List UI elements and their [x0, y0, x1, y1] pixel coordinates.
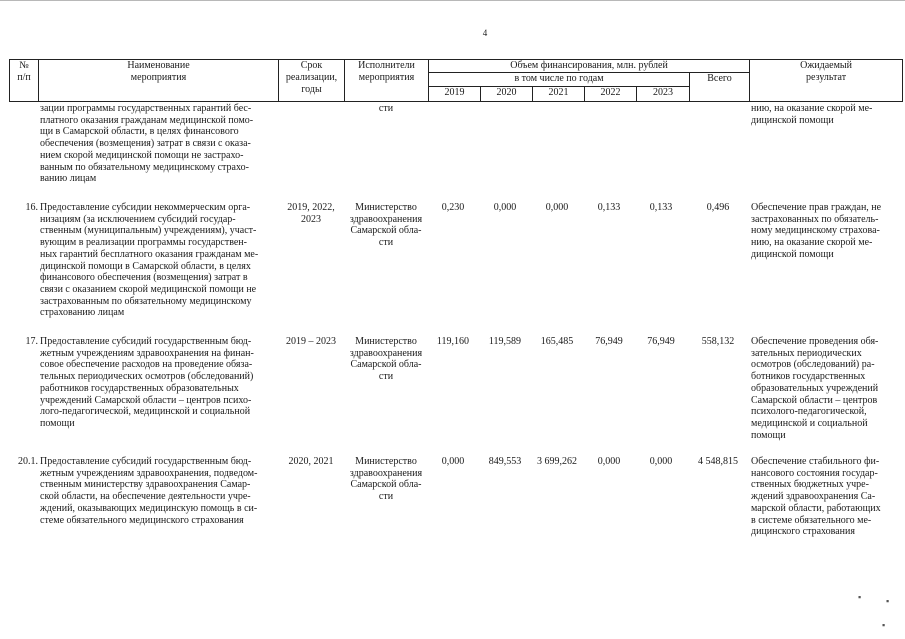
text-line: Самарской обла- [350, 479, 422, 491]
value-2021: 0,000 [545, 202, 569, 213]
result-cell [751, 103, 893, 126]
text-line: работников государственных образовательных [40, 382, 239, 394]
text-line: финансового обеспечения (возмещения) затрат в [40, 272, 248, 284]
text-line: страхованию лицам [40, 307, 125, 319]
text-line: ственным министерству здравоохранения Самар- [40, 479, 251, 491]
text-line: ждений, оказывающих медицинскую помощь в си- [40, 502, 258, 514]
value-2019: 0,230 [441, 202, 465, 213]
text-line: медицинской и социальной [751, 417, 868, 429]
header-year-2021: 2021 [533, 87, 585, 102]
header-year-2020: 2020 [481, 87, 533, 102]
text-line: нансового состояния государ- [751, 467, 878, 479]
value-2020: 0,000 [493, 202, 517, 213]
text-line: Предоставление субсидии некоммерческим орга- [40, 202, 251, 213]
text-line: дицинской помощи [751, 114, 834, 126]
value-2023: 0,133 [649, 202, 673, 213]
text-line: здравоохранения [349, 467, 423, 479]
term-cell [278, 336, 344, 348]
text-line: Обеспечение стабильного фи- [751, 456, 880, 467]
text-line: нием скорой медицинской помощи не застрахо- [40, 149, 244, 161]
text-line: Самарской обла- [350, 359, 422, 371]
header-term: Срок реализации, годы [279, 60, 345, 102]
term-cell [278, 456, 344, 468]
name-cell [40, 103, 276, 185]
text-line: ному медицинскому страхова- [751, 225, 880, 237]
text-line: совое обеспечение расходов на проведение обяза- [40, 359, 253, 371]
text-line: низациям (за исключением субсидий государ- [40, 213, 236, 225]
text-line: психолого-педагогической, [751, 406, 867, 418]
text-line: ванным по обязательному медицинскому страхо- [40, 161, 249, 173]
text-line: сти [378, 491, 394, 503]
value-2022: 76,949 [595, 336, 623, 347]
text-line: 2019, 2022, [287, 202, 335, 213]
header-year-2019: 2019 [429, 87, 481, 102]
header-executors: Исполнители мероприятия [345, 60, 429, 102]
text-line: жетным учреждениям здравоохранения, подведом- [40, 467, 258, 479]
text-line: ственных бюджетных учре- [751, 479, 869, 491]
header-year-2022: 2022 [585, 87, 637, 102]
executor-cell [344, 336, 428, 383]
value-2021: 3 699,262 [537, 456, 577, 467]
text-line: Обеспечение прав граждан, не [751, 202, 882, 213]
page-number: 4 [482, 28, 488, 38]
scan-speck: ▪ [858, 592, 862, 602]
text-line: лого-педагогической, медицинской и социальной [40, 406, 251, 418]
value-total: 0,496 [706, 202, 730, 213]
result-cell [751, 456, 893, 538]
text-line: ботников государственных [751, 371, 866, 383]
result-cell [751, 336, 893, 441]
text-line: щи в Самарской области, в целях финансового [40, 126, 239, 138]
text-line: помощи [40, 417, 75, 429]
header-year-2023: 2023 [637, 87, 690, 102]
name-cell [40, 202, 276, 319]
result-cell [751, 202, 893, 261]
value-2022: 0,000 [597, 456, 621, 467]
text-line: нию, на оказание скорой ме- [751, 103, 873, 114]
row-number: 16. [25, 202, 38, 213]
text-line: вующим в реализации программы государствен- [40, 237, 247, 249]
value-2022: 0,133 [597, 202, 621, 213]
text-line: дицинской помощи [751, 248, 834, 260]
text-line: учреждений Самарской области – центров психо- [40, 394, 252, 406]
text-line: 2019 – 2023 [286, 336, 336, 347]
text-line: ской области, на обеспечение деятельности учре- [40, 491, 251, 503]
row-number: 20.1. [18, 456, 38, 467]
scan-speck: ▪ [882, 620, 886, 630]
row-number: 17. [25, 336, 38, 347]
text-line: Министерство [355, 202, 417, 213]
value-2020: 119,589 [488, 336, 522, 347]
text-line: сти [378, 371, 394, 383]
text-line: ванию лицам [40, 173, 97, 185]
text-line: помощи [751, 429, 786, 441]
text-line: Самарской области – центров [751, 394, 878, 406]
text-line: зательных периодических [751, 347, 862, 359]
text-line: 2023 [301, 213, 321, 225]
text-line: сти [378, 103, 394, 114]
text-line: связи с оказанием скорой медицинской помощи не [40, 283, 257, 295]
header-funding: Объем финансирования, млн. рублей [429, 60, 750, 73]
text-line: платного оказания гражданам медицинской помо- [40, 114, 254, 126]
header-name: Наименование мероприятия [39, 60, 279, 102]
value-2019: 119,160 [436, 336, 470, 347]
text-line: ных гарантий бесплатного оказания гражданам ме- [40, 248, 259, 260]
text-line: марской области, работающих [751, 502, 881, 514]
value-total: 558,132 [701, 336, 735, 347]
value-2019: 0,000 [441, 456, 465, 467]
text-line: нию, на оказание скорой ме- [751, 237, 873, 249]
text-line: жетным учреждениям здравоохранения на финан- [40, 347, 254, 359]
text-line: обеспечения (возмещения) затрат в связи с оказа- [40, 138, 251, 150]
text-line: сти [378, 237, 394, 249]
text-line: Министерство [355, 456, 417, 467]
text-line: Предоставление субсидий государственным бюд- [40, 336, 252, 347]
executor-cell [344, 202, 428, 249]
text-line: дицинского страхования [751, 526, 855, 538]
name-cell [40, 456, 276, 526]
header-total: Всего [690, 73, 750, 102]
value-total: 4 548,815 [698, 456, 738, 467]
text-line: Министерство [355, 336, 417, 347]
text-line: здравоохранения [349, 213, 423, 225]
text-line: ственным (муниципальным) учреждениям), участ- [40, 225, 257, 237]
text-line: стеме обязательного медицинского страхования [40, 514, 244, 526]
text-line: зации программы государственных гарантий бес- [40, 103, 252, 114]
header-result: Ожидаемый результат [750, 60, 903, 102]
scan-speck: ▪ [886, 596, 890, 606]
text-line: Обеспечение проведения обя- [751, 336, 879, 347]
text-line: дицинской помощи в Самарской области, в целях [40, 260, 251, 272]
header-by-year: в том числе по годам [429, 73, 690, 87]
header-num: № п/п [10, 60, 39, 102]
text-line: здравоохранения [349, 347, 423, 359]
executor-cell [344, 103, 428, 115]
text-line: ждений здравоохранения Са- [751, 491, 876, 503]
text-line: застрахованных по обязатель- [751, 213, 879, 225]
value-2023: 76,949 [647, 336, 675, 347]
text-line: Предоставление субсидий государственным бюд- [40, 456, 252, 467]
name-cell [40, 336, 276, 430]
text-line: Самарской обла- [350, 225, 422, 237]
text-line: в системе обязательного ме- [751, 514, 872, 526]
text-line: осмотров (обследований) ра- [751, 359, 875, 371]
value-2023: 0,000 [649, 456, 673, 467]
executor-cell [344, 456, 428, 503]
text-line: тельных периодических осмотров (обследований) [40, 371, 254, 383]
text-line: застрахованным по обязательному медицинскому [40, 295, 252, 307]
term-cell [278, 202, 344, 225]
value-2021: 165,485 [540, 336, 574, 347]
text-line: образовательных учреждений [751, 382, 879, 394]
value-2020: 849,553 [488, 456, 522, 467]
text-line: 2020, 2021 [288, 456, 334, 467]
